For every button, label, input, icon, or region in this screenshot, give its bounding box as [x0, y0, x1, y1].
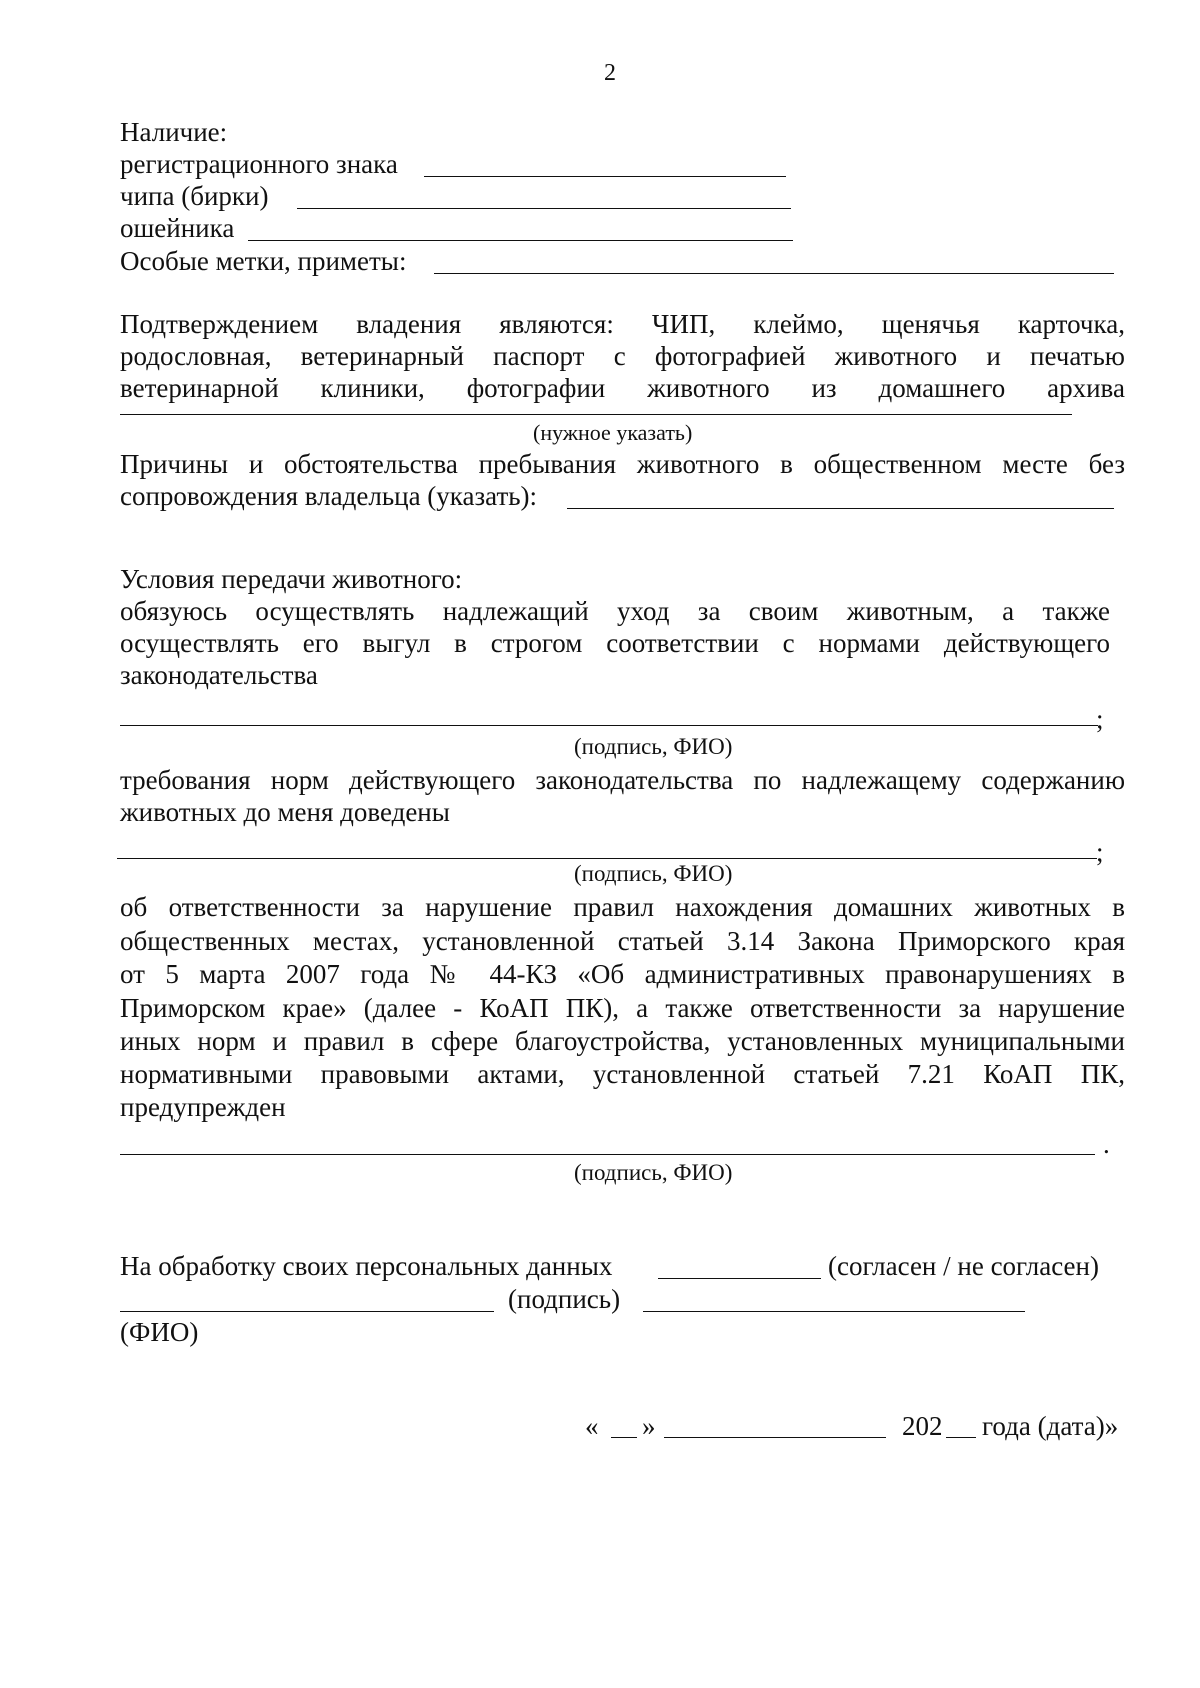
requirements-line-1: требования норм действующего законодательства по надлежащему содержанию — [120, 765, 1125, 795]
date-year-field[interactable] — [946, 1437, 976, 1438]
care-semicolon: ; — [1096, 704, 1104, 734]
responsibility-line-7: предупрежден — [120, 1092, 286, 1122]
responsibility-period: . — [1103, 1129, 1110, 1159]
ownership-word: Подтверждением — [120, 309, 319, 339]
date-month-field[interactable] — [664, 1437, 886, 1438]
ownership-word: ЧИП, — [651, 309, 716, 339]
consent-choice-field[interactable] — [658, 1278, 821, 1279]
consent-signature-label: (подпись) — [508, 1284, 621, 1314]
ownership-word: клиники, — [320, 373, 425, 403]
ownership-word: животного — [647, 373, 770, 403]
care-line-2: осуществлять его выгул в строгом соответствии с нормами действующего — [120, 628, 1110, 658]
ownership-word: фотографии — [466, 373, 606, 403]
reasons-line-2: сопровождения владельца (указать): — [120, 481, 538, 511]
ownership-word: паспорт — [493, 341, 585, 371]
ownership-word: из — [811, 373, 837, 403]
reasons-field[interactable] — [567, 508, 1114, 509]
consent-fio-label: (ФИО) — [120, 1317, 199, 1347]
ownership-word: с — [613, 341, 626, 371]
ownership-word: щенячья — [881, 309, 980, 339]
ownership-word: являются: — [499, 309, 614, 339]
chip-field[interactable] — [297, 208, 791, 209]
ownership-word: карточка, — [1017, 309, 1125, 339]
ownership-line-1 — [120, 308, 1125, 340]
ownership-word: ветеринарной — [120, 373, 279, 403]
date-open-quote: « — [585, 1411, 599, 1441]
care-line-3: законодательства — [120, 660, 318, 690]
collar-label: ошейника — [120, 213, 235, 243]
marks-label: Особые метки, приметы: — [120, 246, 407, 276]
page-number: 2 — [604, 60, 616, 86]
requirements-signature-field[interactable] — [117, 858, 1097, 859]
conditions-heading: Условия передачи животного: — [120, 564, 463, 594]
ownership-word: фотографией — [654, 341, 806, 371]
requirements-line-2: животных до меня доведены — [120, 797, 450, 827]
care-line-1: обязуюсь осуществлять надлежащий уход за своим животным, а также — [120, 596, 1110, 626]
reg-sign-field[interactable] — [424, 176, 786, 177]
responsibility-line-3: от 5 марта 2007 года № 44-КЗ «Об административных правонарушениях в — [120, 959, 1125, 989]
responsibility-line-1: об ответственности за нарушение правил нахождения домашних животных в — [120, 892, 1125, 922]
reg-sign-label: регистрационного знака — [120, 149, 398, 179]
date-suffix: года (дата)» — [982, 1411, 1119, 1441]
ownership-word: домашнего — [878, 373, 1006, 403]
responsibility-line-4: Приморском крае» (далее - КоАП ПК), а также ответственности за нарушение — [120, 993, 1125, 1023]
responsibility-line-5: иных норм и правил в сфере благоустройства, установленных муниципальными — [120, 1026, 1125, 1056]
ownership-word: печатью — [1030, 341, 1125, 371]
reasons-line-1: Причины и обстоятельства пребывания животного в общественном месте без — [120, 449, 1125, 479]
requirements-semicolon: ; — [1096, 837, 1104, 867]
responsibility-signature-field[interactable] — [120, 1154, 1095, 1155]
requirements-signature-caption: (подпись, ФИО) — [574, 861, 733, 886]
ownership-word: и — [986, 341, 1001, 371]
date-day-field[interactable] — [611, 1437, 637, 1438]
ownership-word: животного — [834, 341, 958, 371]
chip-label: чипа (бирки) — [120, 181, 269, 211]
ownership-caption: (нужное указать) — [533, 420, 693, 445]
marks-field[interactable] — [434, 273, 1114, 274]
ownership-word: родословная, — [120, 341, 272, 371]
date-year-prefix: 202 — [902, 1411, 943, 1441]
presence-heading: Наличие: — [120, 117, 228, 147]
consent-fio-field[interactable] — [643, 1311, 1025, 1312]
ownership-word: ветеринарный — [300, 341, 464, 371]
consent-options: (согласен / не согласен) — [828, 1251, 1099, 1281]
ownership-word: владения — [356, 309, 462, 339]
responsibility-line-2: общественных местах, установленной статьей 3.14 Закона Приморского края — [120, 926, 1125, 956]
ownership-field[interactable] — [120, 414, 1072, 415]
ownership-word: клеймо, — [753, 309, 844, 339]
care-signature-caption: (подпись, ФИО) — [574, 734, 733, 759]
ownership-word: архива — [1047, 373, 1125, 403]
consent-signature-field[interactable] — [120, 1311, 494, 1312]
consent-label: На обработку своих персональных данных — [120, 1251, 613, 1281]
date-close-quote: » — [642, 1411, 656, 1441]
collar-field[interactable] — [248, 240, 793, 241]
responsibility-signature-caption: (подпись, ФИО) — [574, 1160, 733, 1185]
responsibility-line-6: нормативными правовыми актами, установленной статьей 7.21 КоАП ПК, — [120, 1059, 1125, 1089]
care-signature-field[interactable] — [120, 725, 1098, 726]
ownership-line-3 — [120, 372, 1125, 404]
ownership-line-2 — [120, 340, 1125, 372]
